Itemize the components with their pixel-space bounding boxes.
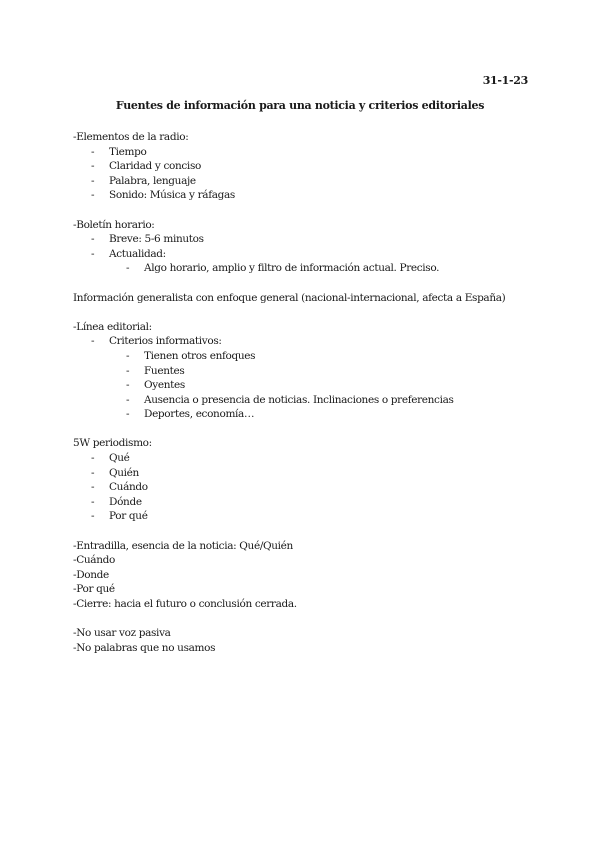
section-heading-5w: 5W periodismo:: [73, 437, 152, 450]
bullet-dash: -: [91, 233, 95, 246]
list-item-text: Cuándo: [109, 481, 148, 494]
document-date: 31-1-23: [482, 74, 528, 87]
document-title: Fuentes de información para una noticia y criterios editoriales: [115, 99, 485, 112]
list-item-text: Por qué: [109, 510, 148, 523]
section-heading-boletin: -Boletín horario:: [73, 218, 155, 231]
bullet-dash: -: [126, 379, 130, 392]
bullet-dash: -: [91, 466, 95, 479]
list-item-text: Deportes, economía…: [144, 408, 255, 421]
list-item-text: Criterios informativos:: [109, 335, 222, 348]
structure-line: -Cuándo: [73, 554, 115, 567]
bullet-dash: -: [126, 349, 130, 362]
sub-list-item: [73, 407, 533, 422]
spacer: [73, 524, 533, 539]
bullet-dash: -: [126, 408, 130, 421]
list-item-text: Breve: 5-6 minutos: [109, 233, 204, 246]
list-item: [73, 451, 533, 466]
bullet-dash: -: [91, 160, 95, 173]
list-item-text: Tiempo: [109, 145, 147, 158]
list-item-text: Algo horario, amplio y filtro de información actual. Preciso.: [144, 262, 440, 275]
paragraph-generalista: Información generalista con enfoque general (nacional-internacional, afecta a España): [73, 291, 506, 304]
list-item-text: Oyentes: [144, 379, 185, 392]
bullet-dash: -: [91, 174, 95, 187]
structure-line: -Entradilla, esencia de la noticia: Qué/Quién: [73, 539, 293, 552]
list-item-text: Dónde: [109, 495, 142, 508]
list-item-text: Fuentes: [144, 364, 185, 377]
list-item-text: Qué: [109, 452, 130, 465]
list-item-text: Quién: [109, 466, 139, 479]
list-item: [73, 495, 533, 510]
list-item-text: Ausencia o presencia de noticias. Inclinaciones o preferencias: [144, 393, 454, 406]
spacer: [73, 276, 533, 291]
structure-line: -Donde: [73, 568, 109, 581]
bullet-dash: -: [91, 335, 95, 348]
rule-line: -No palabras que no usamos: [73, 641, 216, 654]
document-body: [73, 130, 533, 655]
sub-list-item: [73, 261, 533, 276]
spacer: [73, 612, 533, 627]
list-item: [73, 334, 533, 349]
list-item-text: Tienen otros enfoques: [144, 349, 256, 362]
list-item: [73, 232, 533, 247]
bullet-dash: -: [126, 262, 130, 275]
bullet-dash: -: [91, 481, 95, 494]
list-item: [73, 174, 533, 189]
bullet-dash: -: [126, 364, 130, 377]
rule-line: -No usar voz pasiva: [73, 627, 171, 640]
section-heading-radio: -Elementos de la radio:: [73, 131, 189, 143]
spacer: [73, 305, 533, 320]
structure-line: -Por qué: [73, 583, 115, 596]
list-item-text: Palabra, lenguaje: [109, 174, 196, 187]
section-heading-linea-editorial: -Línea editorial:: [73, 320, 152, 333]
list-item: [73, 480, 533, 495]
list-item-text: Claridad y conciso: [109, 160, 201, 173]
sub-list-item: [73, 364, 533, 379]
spacer: [73, 422, 533, 437]
bullet-dash: -: [91, 495, 95, 508]
bullet-dash: -: [91, 510, 95, 523]
list-item: [73, 466, 533, 481]
bullet-dash: -: [91, 145, 95, 158]
bullet-dash: -: [91, 247, 95, 260]
list-item: [73, 188, 533, 203]
sub-list-item: [73, 393, 533, 408]
list-item: [73, 159, 533, 174]
structure-line: -Cierre: hacia el futuro o conclusión cerrada.: [73, 598, 297, 610]
list-item-text: Actualidad:: [109, 247, 166, 260]
sub-list-item: [73, 349, 533, 364]
spacer: [73, 203, 533, 218]
bullet-dash: -: [91, 189, 95, 202]
list-item: [73, 247, 533, 262]
list-item: [73, 145, 533, 160]
list-item: [73, 509, 533, 524]
bullet-dash: -: [91, 452, 95, 465]
bullet-dash: -: [126, 393, 130, 406]
sub-list-item: [73, 378, 533, 393]
list-item-text: Sonido: Música y ráfagas: [109, 189, 235, 202]
